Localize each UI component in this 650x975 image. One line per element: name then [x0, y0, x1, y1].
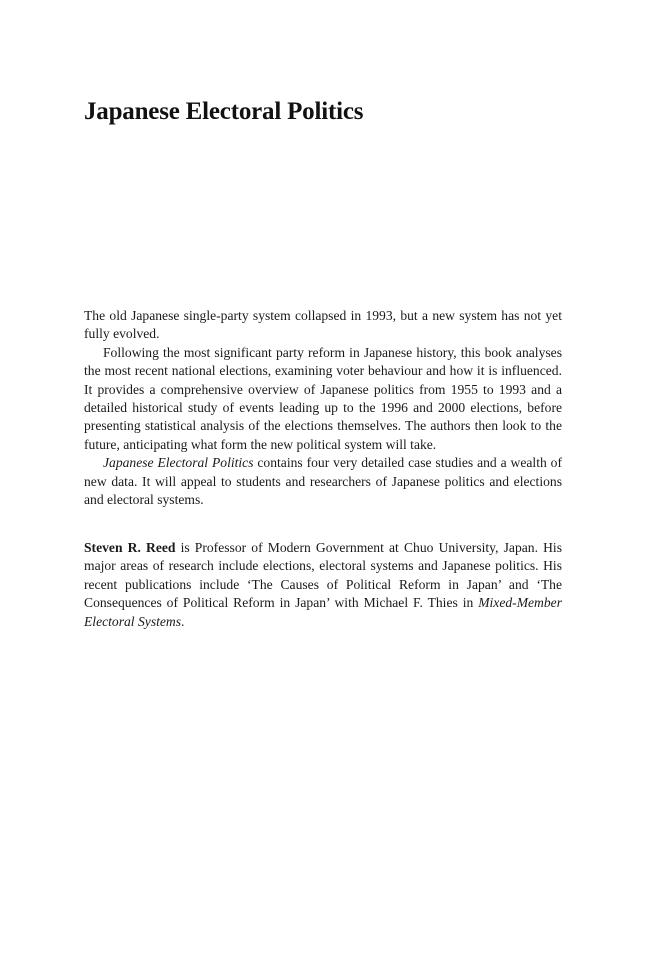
description-paragraph — [84, 454, 562, 509]
page-title: Japanese Electoral Politics — [84, 98, 364, 125]
description-paragraph — [84, 344, 562, 454]
description-paragraph — [84, 307, 562, 344]
book-title-italic: Japanese Electoral Politics — [103, 455, 254, 471]
publication-title: Mixed-Member Electoral Systems — [84, 595, 562, 629]
author-bio — [84, 539, 562, 631]
book-description — [84, 307, 562, 509]
author-bio-end: . — [181, 613, 185, 629]
description-text: Following the most significant party reform in Japanese history, this book analyses the most recent national elections, examining voter behaviour and how it is influenced. It provides a comprehensive overview of Japanese politics from 1955 to 1993 and a detailed historical study of events leading up to the 1996 and 2000 elections, before presenting statistical analysis of the elections themselves. The authors then look to the future, anticipating what form the new political system will take. — [84, 344, 562, 452]
description-text: The old Japanese single-party system collapsed in 1993, but a new system has not yet fully evolved. — [84, 308, 562, 342]
author-bio-text: is Professor of Modern Government at Chuo University, Japan. His major areas of research include elections, electoral systems and Japanese politics. His recent publications include ‘The Causes of Political Reform in Japan’ and ‘The Consequences of Political Reform in Japan’ with Michael F. Thies in — [84, 540, 562, 611]
author-name: Steven R. Reed — [84, 540, 176, 555]
description-text: contains four very detailed case studies and a wealth of new data. It will appeal to students and researchers of Japanese politics and elections and electoral systems. — [84, 455, 562, 508]
